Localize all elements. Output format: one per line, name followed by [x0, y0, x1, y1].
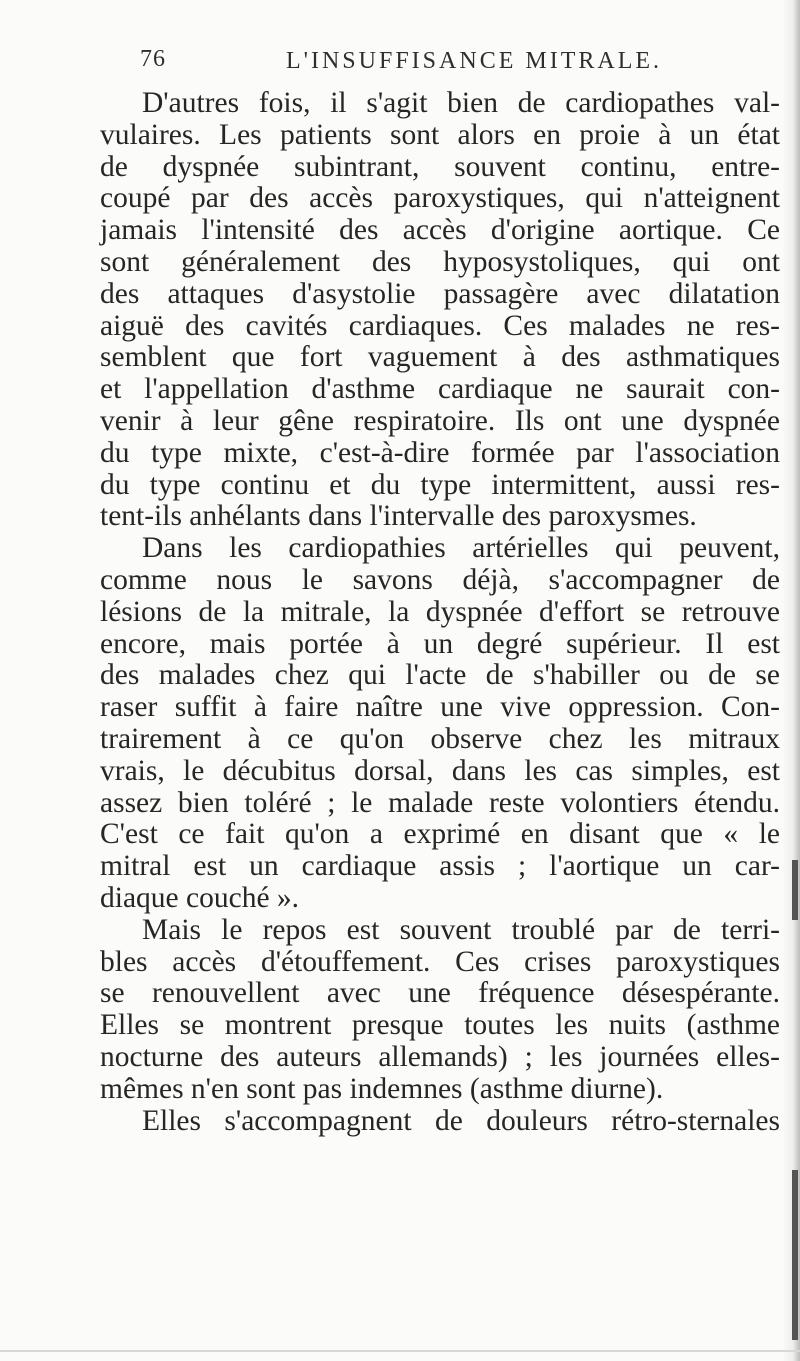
text-line: du type continu et du type intermittent, aussi res-: [100, 468, 780, 501]
text-line: nocturne des auteurs allemands) ; les journées elles-: [100, 1040, 780, 1073]
text-line: sont généralement des hyposystoliques, qui ont: [100, 245, 780, 278]
text-line: Dans les cardiopathies artérielles qui peuvent,: [142, 532, 780, 565]
text-line: raser suffit à faire naître une vive oppression. Con-: [100, 691, 780, 724]
text-line: comme nous le savons déjà, s'accompagner de: [100, 563, 780, 596]
text-line: lésions de la mitrale, la dyspnée d'effort se retrouve: [100, 595, 780, 628]
text-line: coupé par des accès paroxystiques, qui n'atteignent: [100, 182, 780, 215]
text-line: des attaques d'asystolie passagère avec dilatation: [100, 277, 780, 310]
text-line: trairement à ce qu'on observe chez les mitraux: [100, 722, 780, 755]
text-line: vulaires. Les patients sont alors en proie à un état: [100, 118, 780, 151]
text-line: mitral est un cardiaque assis ; l'aortique un car-: [100, 850, 780, 883]
page-edge-mark: [792, 1170, 798, 1340]
text-line: Elles se montrent presque toutes les nuits (asthme: [100, 1009, 780, 1042]
text-line: du type mixte, c'est-à-dire formée par l'association: [100, 436, 780, 469]
text-line: Mais le repos est souvent troublé par de terri-: [142, 913, 780, 946]
text-line: encore, mais portée à un degré supérieur. Il est: [100, 627, 780, 660]
text-line: semblent que fort vaguement à des asthmatiques: [100, 341, 780, 374]
text-line: assez bien toléré ; le malade reste volontiers étendu.: [100, 786, 780, 819]
text-line: venir à leur gêne respiratoire. Ils ont une dyspnée: [100, 404, 780, 437]
text-line: aiguë des cavités cardiaques. Ces malades ne res-: [100, 309, 780, 342]
text-line: Elles s'accompagnent de douleurs rétro-sternales: [142, 1104, 780, 1137]
page-edge-shadow: [782, 0, 800, 1361]
text-line: se renouvellent avec une fréquence désespérante.: [100, 977, 780, 1010]
text-line: bles accès d'étouffement. Ces crises paroxystiques: [100, 945, 780, 978]
page-header: [0, 46, 800, 80]
text-line: jamais l'intensité des accès d'origine aortique. Ce: [100, 214, 780, 247]
page-bottom-edge: [0, 1350, 800, 1352]
text-line: diaque couché ».: [100, 881, 300, 914]
running-title: L'INSUFFISANCE MITRALE.: [286, 48, 663, 74]
text-line: des malades chez qui l'acte de s'habiller ou de se: [100, 659, 780, 692]
text-line: et l'appellation d'asthme cardiaque ne saurait con-: [100, 373, 780, 406]
text-line: C'est ce fait qu'on a exprimé en disant que « le: [100, 818, 780, 851]
page-edge-mark: [792, 860, 798, 920]
text-line: D'autres fois, il s'agit bien de cardiopathes val-: [142, 87, 780, 119]
text-line: vrais, le décubitus dorsal, dans les cas simples, est: [100, 754, 780, 787]
text-line: mêmes n'en sont pas indemnes (asthme diurne).: [100, 1072, 664, 1105]
page-number: 76: [140, 46, 166, 72]
text-line: tent-ils anhélants dans l'intervalle des paroxysmes.: [100, 500, 697, 533]
body-text: [100, 88, 780, 1137]
text-line: de dyspnée subintrant, souvent continu, entre-: [100, 150, 780, 183]
